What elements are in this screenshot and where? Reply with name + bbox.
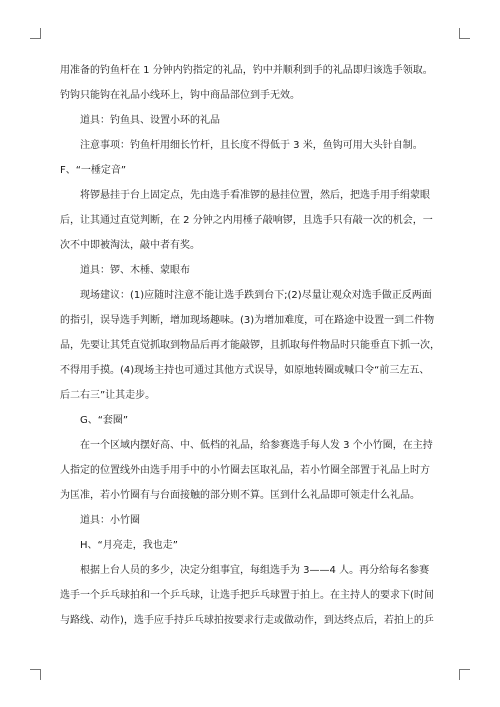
text-line: 道具：钓鱼具、设置小环的礼品 — [80, 115, 220, 126]
text-line: 后二右三”让其走步。 — [60, 390, 156, 401]
text-line: H、“月亮走，我也走” — [80, 540, 178, 551]
page-corner-mark-bottom-left — [30, 669, 41, 680]
text-line: 后，让其通过直觉判断，在 2 分钟之内用棰子敲响锣，且选手只有敲一次的机会，一 — [60, 215, 433, 226]
text-line: 与路线、动作)，选手应手持乒乓球拍按要求行走或做动作，到达终点后，若拍上的乒 — [60, 615, 434, 626]
text-line: G、“套圈” — [80, 415, 129, 426]
text-line: 将锣悬挂于台上固定点，先由选手看准锣的悬挂位置，然后，把选手用手绢蒙眼 — [80, 190, 430, 201]
page-corner-mark-top-left — [30, 28, 41, 39]
text-line: 根据上台人员的多少，决定分组事宜，每组选手为 3——4 人。再分给每名参赛 — [80, 565, 430, 576]
text-line: 注意事项：钓鱼杆用细长竹杆，且长度不得低于 3 米，鱼钩可用大头针自制。 — [80, 140, 423, 151]
text-line: 现场建议：(1)应随时注意不能让选手跌到台下;(2)尽量让观众对选手做正反两面 — [80, 290, 432, 301]
page-corner-mark-top-right — [459, 28, 470, 39]
text-line: 的指引，误导选手判断，增加现场趣味。(3)为增加难度，可在路途中设置一到二件物 — [60, 315, 435, 326]
text-line: 为匡准，若小竹圈有与台面接触的部分则不算。匡到什么礼品即可领走什么礼品。 — [60, 490, 420, 501]
document-body — [60, 64, 440, 639]
text-line: 钓钩只能钩在礼品小线环上，钩中商品部位到手无效。 — [60, 90, 300, 101]
text-line: 不得用手摸。(4)现场主持也可通过其他方式误导，如原地转圈或喊口令“前三左五、 — [60, 365, 430, 376]
text-line: 人指定的位置线外由选手用手中的小竹圈去匡取礼品，若小竹圈全部置于礼品上时方 — [60, 465, 430, 476]
text-line: 品，先要让其凭直觉抓取到物品后再才能敲锣，且抓取每件物品时只能垂直下抓一次， — [60, 340, 440, 351]
text-line: 用准备的钓鱼杆在 1 分钟内钓指定的礼品，钓中并顺利到手的礼品即归该选手领取。 — [60, 65, 433, 76]
text-line: 在一个区域内摆好高、中、低档的礼品，给参赛选手每人发 3 个小竹圈，在主持 — [80, 440, 433, 451]
text-line: F、“一棰定音” — [60, 165, 127, 176]
text-line: 道具：锣、木棰、蒙眼布 — [80, 265, 190, 276]
text-line: 次不中即被淘汰，敲中者有奖。 — [60, 240, 200, 251]
text-line: 道具：小竹圈 — [80, 515, 140, 526]
page-corner-mark-bottom-right — [459, 669, 470, 680]
text-line: 选手一个乒乓球拍和一个乒乓球，让选手把乒乓球置于拍上。在主持人的要求下(时间 — [60, 590, 434, 601]
